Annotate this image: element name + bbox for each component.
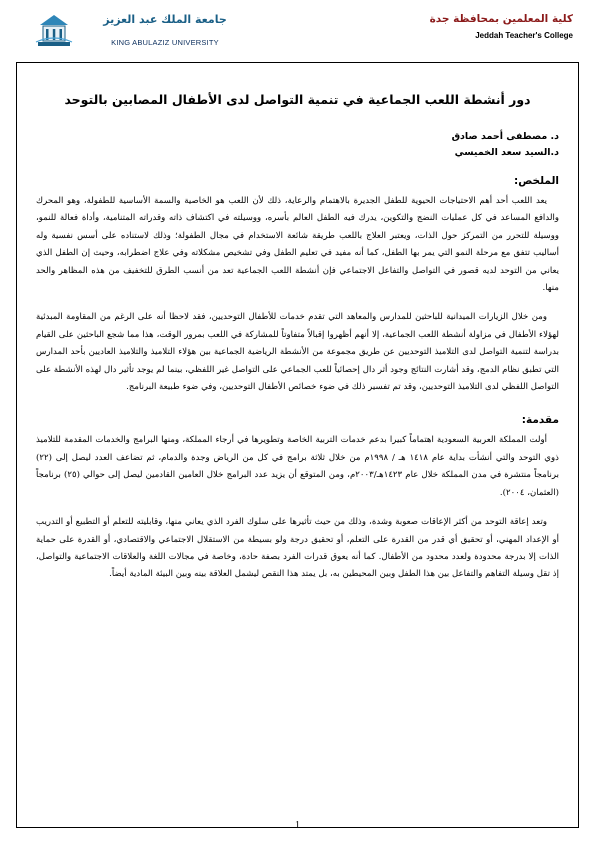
page-content xyxy=(16,62,579,828)
intro-paragraph: وتعد إعاقة التوحد من أكثر الإعاقات صعوبة وشدة، وذلك من حيث تأثيرها على سلوك الفرد الذي يعاني منها، وقابليته للتعلم أو التطبيع أو التدريب أو الإعداد المهني، أو تحقيق أي قدر من القدرة على التعلم، أو تحقيق درجة ولو بسيطة من الاستقلال الاجتماعي والاقتصادي، أو القدرة على حماية الذات إلا بدرجة محدودة ولعدد محدود من الأطفال. كما أنه يعوق قدرات الفرد بصفة حادة، وخاصة في مجالات اللغة والعلاقات الاجتماعية والتواصل، إذ تقل وسيلة التفاهم والتفاعل بين هذا الطفل وبين المحيطين به، بل يمتد هذا النقص ليشمل العلاقة بينه وبين البيئة المادية أيضاً. xyxy=(36,517,559,580)
page-header xyxy=(10,12,585,48)
college-name-english: Jeddah Teacher's College xyxy=(475,31,573,40)
author-list xyxy=(36,129,559,161)
abstract-paragraph: يعد اللعب أحد أهم الاحتياجات الحيوية للطفل الجديرة بالاهتمام والرعاية، ذلك لأن اللعب هو الخاصية والسمة الأساسية للطفولة، وهو المحرك والدافع المساعد في كل عمليات النضج والتكوين، يدرك فيه الطفل العالم بأسره، ووسيلته في اكتشاف ذاته وقدراته المتنامية، وأداة فعالة للنمو، ووسيلة للتحرر من التمركز حول الذات، ويعتبر العلاج باللعب طريقة شائعة الاستخدام في مجال الطفولة؛ وذلك لاستناده على أسس نفسية وله أساليب تتفق مع مرحلة النمو التي يمر بها الطفل، كما أنه مفيد في تعليم الطفل وفي تشخيص مشكلاته وفي علاج اضطرابه، وحيث إن الطفل الذي يعاني من التوحد لديه قصور في التواصل والتفاعل الاجتماعي فإن أنشطة اللعب الجماعية تعد من أنسب الطرق للتخفيف من هذه المظاهر والحد منها. xyxy=(36,196,559,294)
university-block xyxy=(10,12,250,48)
intro-paragraph: أولت المملكة العربية السعودية اهتماماً كبيرا بدعم خدمات التربية الخاصة وتطويرها في أرجاء المملكة، ومنها البرامج والخدمات المقدمة للتلاميذ ذوي التوحد والتي أنشأت بداية عام ١٤١٨ هـ / ١٩٩٨م من خلال ثلاثة برامج في كل من الرياض وجدة والدمام، ثم تضاعف العدد ليصل إلى (٢٢) برنامجاً منتشرة في مدن المملكة خلال عام ١٤٢٣هـ/٢٠٠٣م، ومن المتوقع أن يزيد عدد البرامج خلال العامين القادمين ليصل إلى حوالي (٢٥) برنامجاً (العثمان، ٢٠٠٤). xyxy=(36,435,560,498)
intro-heading: مقدمة: xyxy=(521,414,559,427)
author-name: د.السيد سعد الخميسي xyxy=(454,147,559,158)
university-logo-icon xyxy=(32,12,76,48)
abstract-heading: الملخص: xyxy=(514,175,559,187)
university-name-arabic: جامعة الملك عبد العزيز xyxy=(103,13,227,26)
abstract-paragraph: ومن خلال الزيارات الميدانية للباحثين للمدارس والمعاهد التي تقدم خدمات للأطفال التوحديين، فقد لاحظا أنه على الرغم من المقاومة المبدئية لهؤلاء الأطفال في مزاولة أنشطة اللعب الجماعية، إلا أنهم أظهروا إقبالاً متفاوتاً للمشاركة في اللعب بمرور الوقت، هذا مما شجع الباحثين على القيام بدراسة لتنمية التواصل لدى التلاميذ التوحديين عن طريق مجموعة من الأنشطة الرياضية الجماعية بين هؤلاء التلاميذ والتلاميذ العاديين بأحد المدارس التي تطبق نظام الدمج، وقد أشارت النتائج وجود أثر دال إحصائياً للعب الجماعي على التواصل غير اللفظي، بينما لم يوجد تأثير دال لهذه الأنشطة على التواصل اللفظي لدى التلاميذ التوحديين، وقد تم تفسير ذلك في ضوء خصائص الأطفال التوحديين، وفي ضوء طبيعة البرنامج. xyxy=(36,312,559,393)
author-name: د. مصطفى أحمد صادق xyxy=(451,131,559,142)
college-name-arabic: كلية المعلمين بمحافظة جدة xyxy=(429,13,573,25)
college-block xyxy=(423,12,573,48)
university-name-english: KING ABULAZIZ UNIVERSITY xyxy=(111,38,219,47)
page-number: 1 xyxy=(295,820,300,831)
paper-title: دور أنشطة اللعب الجماعية في تنمية التواصل لدى الأطفال المصابين بالتوحد xyxy=(64,92,531,107)
